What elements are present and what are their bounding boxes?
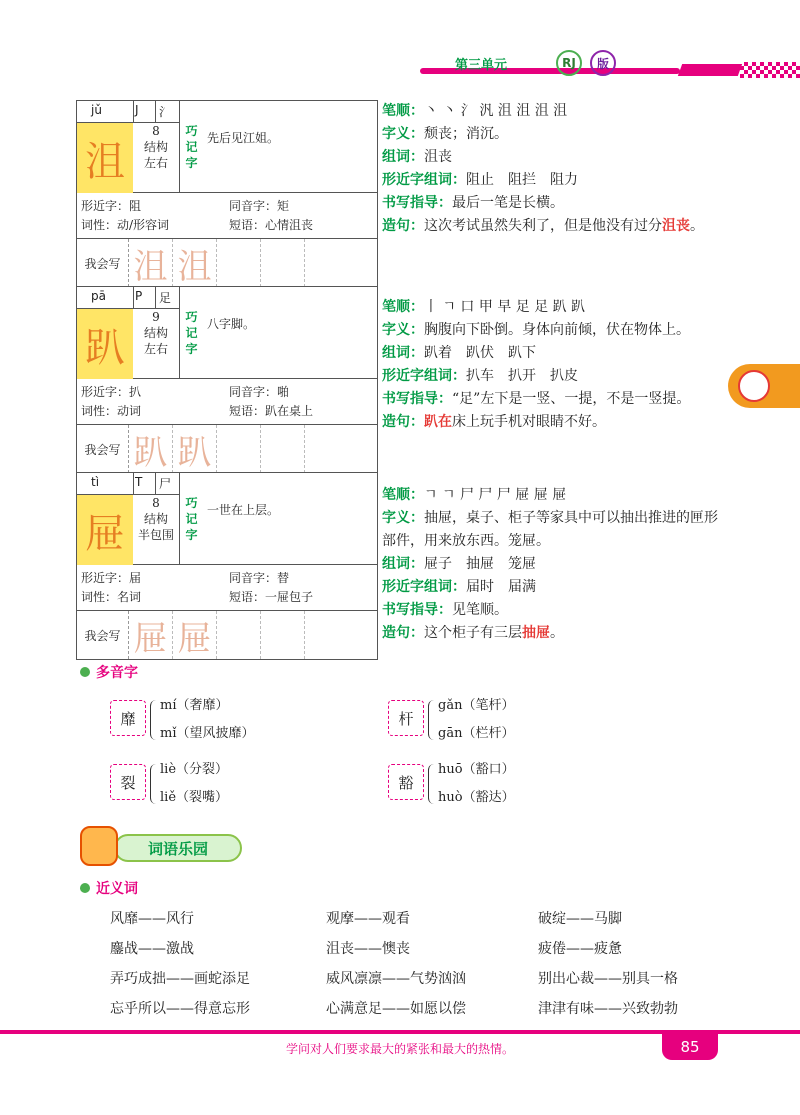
- divider: [155, 473, 156, 495]
- structure-label: 结构: [143, 512, 168, 526]
- similar-char: 形近字：阻: [81, 199, 142, 213]
- similar-words-value: 阻止 阻拦 阻力: [466, 172, 578, 188]
- synonyms-title: [80, 878, 138, 898]
- stroke-order-value: 丶 丶 氵 汎 沮 沮 沮 沮: [424, 103, 568, 119]
- poly-reading: mǐ（望风披靡）: [160, 726, 255, 741]
- poly-char: 杆: [388, 700, 424, 736]
- radical-index: T: [135, 475, 143, 489]
- meaning: [382, 507, 722, 553]
- structure-info: [133, 495, 179, 565]
- char-explanation: [382, 296, 722, 434]
- mascot-icon: [80, 826, 118, 866]
- key-label: 造句：: [382, 218, 424, 234]
- meaning-value: 胸腹向下卧倒。身体向前倾，伏在物体上。: [424, 322, 690, 338]
- polyphonic-title: [80, 662, 138, 682]
- practice-cell: 趴: [129, 425, 173, 473]
- practice-cell: [261, 239, 305, 287]
- practice-cell: 趴: [173, 425, 217, 473]
- poly-item: [110, 764, 310, 804]
- key-label: 形近字组词：: [382, 172, 466, 188]
- sentence-text: 。: [690, 218, 704, 234]
- key-label: 组词：: [382, 149, 424, 165]
- poly-char: 裂: [110, 764, 146, 800]
- card-top: [77, 473, 377, 565]
- writing-guide-value: 最后一笔是长横。: [452, 195, 564, 211]
- structure-value: 左右: [143, 156, 168, 170]
- mnemonic-label-char: 巧: [185, 496, 198, 510]
- footer-motto: 学问对人们要求最大的紧张和最大的热情。: [285, 1042, 514, 1056]
- word-group: [382, 342, 722, 365]
- key-label: 造句：: [382, 414, 424, 430]
- word-park-banner: [80, 826, 240, 866]
- part-of-speech: 词性：名词: [81, 590, 142, 604]
- poly-reading: gān（栏杆）: [438, 726, 515, 741]
- practice-cell: [305, 611, 349, 659]
- mnemonic-label-char: 字: [185, 342, 198, 356]
- structure-label: 结构: [143, 326, 168, 340]
- sentence-text: 床上玩手机对眼睛不好。: [452, 414, 606, 430]
- poly-reading: mí（奢靡）: [160, 698, 229, 713]
- stroke-order-value: 丨 ㄱ 口 甲 早 足 足 趴 趴: [424, 299, 586, 315]
- word-group: [382, 146, 722, 169]
- char-card: [76, 472, 378, 660]
- big-char-cell: [77, 309, 133, 379]
- practice-cell: [305, 239, 349, 287]
- poly-reading: huò（豁达）: [438, 790, 515, 805]
- similar-words-value: 扒车 扒开 扒皮: [466, 368, 578, 384]
- mascot-icon: [738, 370, 770, 402]
- synonym-pair: 别出心裁——别具一格: [538, 971, 678, 987]
- info-col2: [229, 383, 313, 421]
- header-decor-bar: [678, 64, 742, 76]
- brace: [150, 764, 158, 804]
- card-info: [77, 193, 377, 239]
- example-sentence: [382, 215, 722, 238]
- mnemonic-label-char: 巧: [185, 124, 198, 138]
- header-checker-decor: [740, 62, 800, 78]
- writing-guide-value: “足”左下是一竖、一提，不是一竖提。: [452, 391, 691, 407]
- big-char: 屉: [85, 510, 125, 557]
- card-top: [77, 101, 377, 193]
- char-explanation: [382, 100, 722, 238]
- similar-char: 形近字：扒: [81, 385, 142, 399]
- homophone: 同音字：啪: [229, 385, 290, 399]
- homophone: 同音字：替: [229, 571, 290, 585]
- stroke-order: [382, 484, 722, 507]
- edition-badge-rj: RJ: [556, 50, 582, 76]
- key-label: 笔顺：: [382, 299, 424, 315]
- radical: 尸: [159, 477, 172, 491]
- writing-guide: [382, 192, 722, 215]
- divider: [155, 287, 156, 309]
- key-label: 字义：: [382, 510, 424, 526]
- radical-index: P: [135, 289, 143, 303]
- key-label: 字义：: [382, 322, 424, 338]
- practice-cell: 屉: [129, 611, 173, 659]
- homophone: 同音字：矩: [229, 199, 290, 213]
- writing-guide: [382, 388, 722, 411]
- key-label: 形近字组词：: [382, 579, 466, 595]
- mnemonic-label-char: 字: [185, 156, 198, 170]
- unit-title: 第三单元: [455, 58, 508, 73]
- pinyin-row: [77, 287, 179, 309]
- page-number: 85: [662, 1034, 718, 1060]
- synonym-pair: 忘乎所以——得意忘形: [110, 1001, 250, 1017]
- brace: [428, 764, 436, 804]
- practice-row: [77, 425, 377, 473]
- sentence-highlight: 抽屉: [522, 625, 550, 641]
- word-group-value: 沮丧: [424, 149, 452, 165]
- card-info: [77, 565, 377, 611]
- practice-cell: [261, 425, 305, 473]
- divider: [133, 101, 134, 123]
- practice-label: 我会写: [77, 239, 129, 287]
- word-park-title: 词语乐园: [114, 834, 242, 862]
- structure-info: [133, 123, 179, 193]
- key-label: 造句：: [382, 625, 424, 641]
- poly-reading: gǎn（笔杆）: [438, 698, 515, 713]
- mnemonic-label: [179, 101, 203, 193]
- practice-cell: [217, 425, 261, 473]
- sentence-text: 这个柜子有三层: [424, 625, 522, 641]
- synonym-pair: 心满意足——如愿以偿: [326, 1001, 466, 1017]
- brace: [150, 700, 158, 740]
- divider: [133, 287, 134, 309]
- practice-cell: 沮: [173, 239, 217, 287]
- synonym-pair: 津津有味——兴致勃勃: [538, 1001, 678, 1017]
- info-col2: [229, 197, 313, 235]
- synonym-pair: 观摩——观看: [326, 911, 410, 927]
- pinyin: jǔ: [91, 103, 102, 117]
- example-sentence: [382, 411, 722, 434]
- mnemonic-label-char: 巧: [185, 310, 198, 324]
- meaning-value: 颓丧；消沉。: [424, 126, 508, 142]
- stroke-count: 9: [152, 310, 160, 324]
- brace: [428, 700, 436, 740]
- divider: [133, 473, 134, 495]
- poly-reading: liě（裂嘴）: [160, 790, 229, 805]
- key-label: 字义：: [382, 126, 424, 142]
- synonyms-title-text: 近义词: [96, 881, 138, 897]
- key-label: 书写指导：: [382, 195, 452, 211]
- stroke-count: 8: [152, 124, 160, 138]
- big-char-cell: [77, 495, 133, 565]
- mnemonic-text: 八字脚。: [207, 317, 256, 331]
- similar-char: 形近字：届: [81, 571, 142, 585]
- synonym-pair: 破绽——马脚: [538, 911, 622, 927]
- practice-cell: 沮: [129, 239, 173, 287]
- radical-index: J: [135, 103, 139, 117]
- mnemonic-text: 先后见江姐。: [207, 131, 280, 145]
- similar-words: [382, 576, 722, 599]
- key-label: 书写指导：: [382, 391, 452, 407]
- practice-cell: [217, 611, 261, 659]
- card-info: [77, 379, 377, 425]
- practice-cell: [305, 425, 349, 473]
- radical: 足: [159, 291, 172, 305]
- poly-reading: huō（豁口）: [438, 762, 515, 777]
- word-group: [382, 553, 722, 576]
- big-char: 沮: [85, 138, 125, 185]
- pinyin-row: [77, 101, 179, 123]
- synonym-pair: 鏖战——激战: [110, 941, 194, 957]
- structure-label: 结构: [143, 140, 168, 154]
- bullet-icon: [80, 667, 90, 677]
- stroke-order-value: ㄱ ㄱ 尸 尸 尸 屉 屉 屉: [424, 487, 567, 503]
- key-label: 组词：: [382, 556, 424, 572]
- sentence-text: 。: [550, 625, 564, 641]
- mnemonic-label-char: 记: [185, 140, 198, 154]
- big-char: 趴: [85, 324, 125, 371]
- pinyin: tì: [91, 475, 100, 489]
- writing-guide: [382, 599, 722, 622]
- meaning: [382, 123, 722, 146]
- practice-cell: 屉: [173, 611, 217, 659]
- synonym-pair: 沮丧——懊丧: [326, 941, 410, 957]
- card-top: [77, 287, 377, 379]
- practice-row: [77, 611, 377, 659]
- part-of-speech: 词性：动词: [81, 404, 142, 418]
- poly-item: [388, 700, 588, 740]
- sentence-text: 这次考试虽然失利了，但是他没有过分: [424, 218, 662, 234]
- phrase: 短语：趴在桌上: [229, 404, 314, 418]
- meaning: [382, 319, 722, 342]
- char-explanation: [382, 484, 722, 645]
- poly-reading: liè（分裂）: [160, 762, 229, 777]
- key-label: 笔顺：: [382, 487, 424, 503]
- poly-char: 靡: [110, 700, 146, 736]
- synonym-pair: 疲倦——疲惫: [538, 941, 622, 957]
- poly-item: [388, 764, 588, 804]
- synonym-pair: 威风凛凛——气势汹汹: [326, 971, 466, 987]
- bullet-icon: [80, 883, 90, 893]
- mnemonic-label-char: 记: [185, 326, 198, 340]
- sentence-highlight: 趴在: [424, 414, 452, 430]
- similar-words: [382, 169, 722, 192]
- key-label: 组词：: [382, 345, 424, 361]
- key-label: 形近字组词：: [382, 368, 466, 384]
- radical: 氵: [159, 105, 172, 119]
- side-tab: [728, 364, 800, 408]
- poly-char: 豁: [388, 764, 424, 800]
- synonym-pair: 风靡——风行: [110, 911, 194, 927]
- mnemonic-label: [179, 473, 203, 565]
- similar-words: [382, 365, 722, 388]
- synonym-pair: 弄巧成拙——画蛇添足: [110, 971, 250, 987]
- char-card: [76, 100, 378, 288]
- big-char-cell: [77, 123, 133, 193]
- polyphonic-title-text: 多音字: [96, 665, 138, 681]
- practice-cell: [261, 611, 305, 659]
- phrase: 短语：心情沮丧: [229, 218, 314, 232]
- mnemonic-label-char: 字: [185, 528, 198, 542]
- structure-value: 半包围: [137, 528, 174, 542]
- key-label: 笔顺：: [382, 103, 424, 119]
- mnemonic-label-char: 记: [185, 512, 198, 526]
- key-label: 书写指导：: [382, 602, 452, 618]
- practice-row: [77, 239, 377, 287]
- writing-guide-value: 见笔顺。: [452, 602, 508, 618]
- meaning-value: 抽屉，桌子、柜子等家具中可以抽出推进的匣形部件，用来放东西。笼屉。: [382, 510, 718, 549]
- char-card: [76, 286, 378, 474]
- stroke-count: 8: [152, 496, 160, 510]
- stroke-order: [382, 296, 722, 319]
- structure-info: [133, 309, 179, 379]
- practice-label: 我会写: [77, 425, 129, 473]
- info-col2: [229, 569, 313, 607]
- mnemonic-label: [179, 287, 203, 379]
- mnemonic-text: 一世在上层。: [207, 503, 280, 517]
- structure-value: 左右: [143, 342, 168, 356]
- part-of-speech: 词性：动/形容词: [81, 218, 170, 232]
- edition-badge-ban: 版: [590, 50, 616, 76]
- pinyin: pā: [91, 289, 106, 303]
- example-sentence: [382, 622, 722, 645]
- divider: [155, 101, 156, 123]
- practice-label: 我会写: [77, 611, 129, 659]
- similar-words-value: 届时 届满: [466, 579, 536, 595]
- stroke-order: [382, 100, 722, 123]
- phrase: 短语：一屉包子: [229, 590, 314, 604]
- practice-cell: [217, 239, 261, 287]
- word-group-value: 屉子 抽屉 笼屉: [424, 556, 536, 572]
- word-group-value: 趴着 趴伏 趴下: [424, 345, 536, 361]
- sentence-highlight: 沮丧: [662, 218, 690, 234]
- poly-item: [110, 700, 310, 740]
- pinyin-row: [77, 473, 179, 495]
